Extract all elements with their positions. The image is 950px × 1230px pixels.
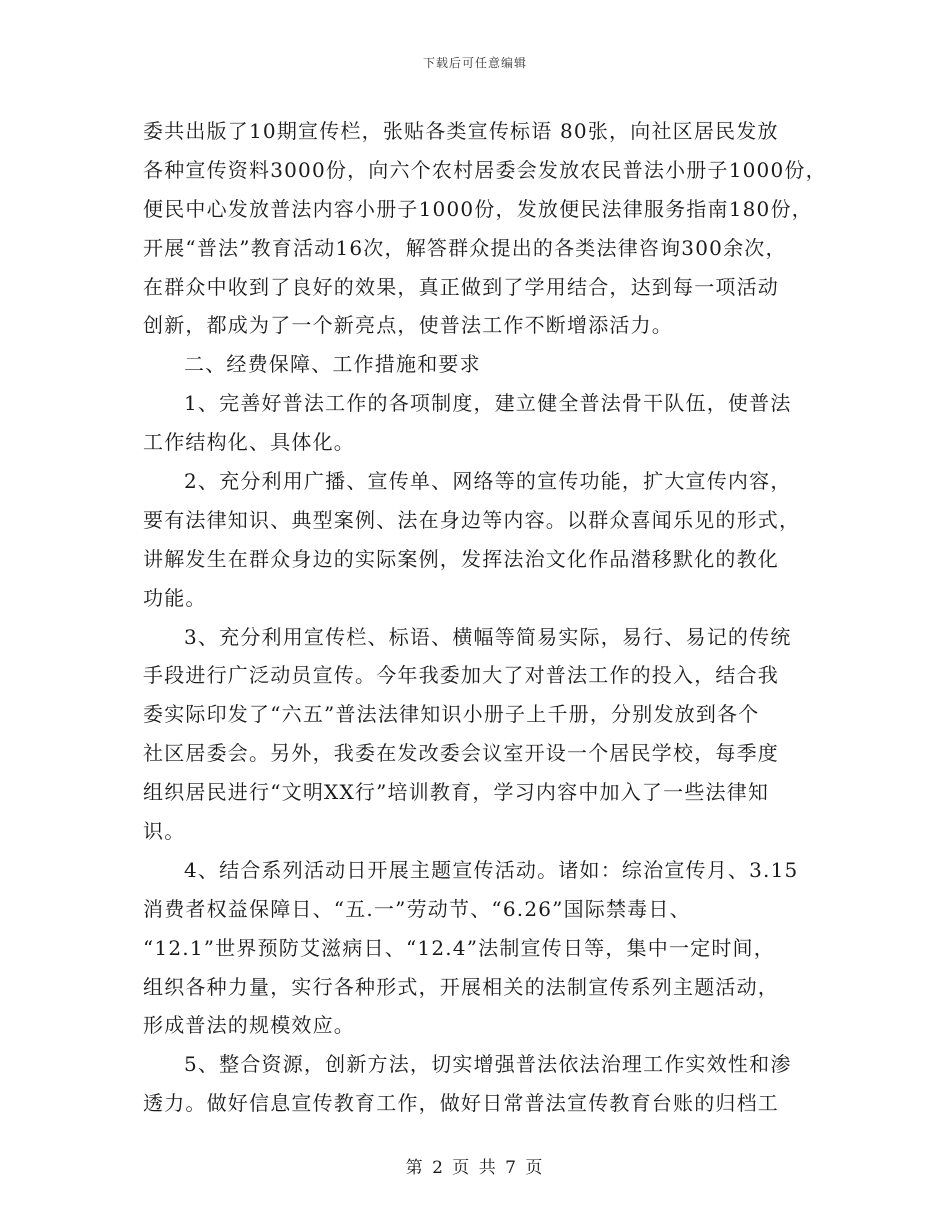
text-line: 创新，都成为了一个新亮点，使普法工作不断增添活力。 [143, 313, 673, 338]
text-line: 要有法律知识、典型案例、法在身边等内容。以群众喜闻乐见的形式， [143, 507, 801, 532]
text-line: 委共出版了10期宣传栏，张贴各类宣传标语 80张，向社区居民发放 [143, 119, 779, 143]
text-line: 3、充分利用宣传栏、标语、横幅等简易实际，易行、易记的传统 [184, 624, 792, 649]
text-line: 讲解发生在群众身边的实际案例，发挥法治文化作品潜移默化的教化 [143, 546, 779, 571]
text-line: 二、经费保障、工作措施和要求 [184, 352, 481, 377]
text-line: 工作结构化、具体化。 [143, 430, 355, 455]
text-line: 形成普法的规模效应。 [143, 1013, 355, 1038]
text-line: 透力。做好信息宣传教育工作，做好日常普法宣传教育台账的归档工 [143, 1091, 779, 1116]
text-line: 识。 [143, 819, 186, 844]
document-body [143, 112, 827, 1123]
text-line: 开展“普法”教育活动16次，解答群众提出的各类法律咨询300余次， [143, 235, 787, 260]
text-line: 在群众中收到了良好的效果，真正做到了学用结合，达到每一项活动 [143, 274, 779, 299]
text-line: 功能。 [143, 585, 207, 610]
page-header: 下载后可任意编辑 [422, 56, 527, 70]
text-line: 组织各种力量，实行各种形式，开展相关的法制宣传系列主题活动， [143, 974, 779, 999]
text-line: 2、充分利用广播、宣传单、网络等的宣传功能，扩大宣传内容， [184, 469, 792, 494]
text-line: 社区居委会。另外，我委在发改委会议室开设一个居民学校，每季度 [143, 741, 779, 766]
text-line: 4、结合系列活动日开展主题宣传活动。诸如：综治宣传月、3.15 [184, 857, 799, 882]
text-line: 5、整合资源，创新方法，切实增强普法依法治理工作实效性和渗 [184, 1052, 792, 1077]
text-line: “12.1”世界预防艾滋病日、“12.4”法制宣传日等，集中一定时间， [143, 935, 775, 960]
text-line: 委实际印发了“六五”普法法律知识小册子上千册，分别发放到各个 [143, 702, 760, 727]
text-line: 各种宣传资料3000份，向六个农村居委会发放农民普法小册子1000份， [143, 157, 827, 182]
page-number: 第 2 页 共 7 页 [405, 1158, 545, 1178]
text-line: 便民中心发放普法内容小册子1000份，发放便民法律服务指南180份， [143, 196, 813, 221]
text-line: 组织居民进行“文明XX行”培训教育，学习内容中加入了一些法律知 [143, 780, 770, 805]
text-line: 1、完善好普法工作的各项制度，建立健全普法骨干队伍，使普法 [184, 391, 792, 416]
text-line: 消费者权益保障日、“五.一”劳动节、“6.26”国际禁毒日、 [143, 896, 691, 921]
text-line: 手段进行广泛动员宣传。今年我委加大了对普法工作的投入，结合我 [143, 663, 779, 688]
